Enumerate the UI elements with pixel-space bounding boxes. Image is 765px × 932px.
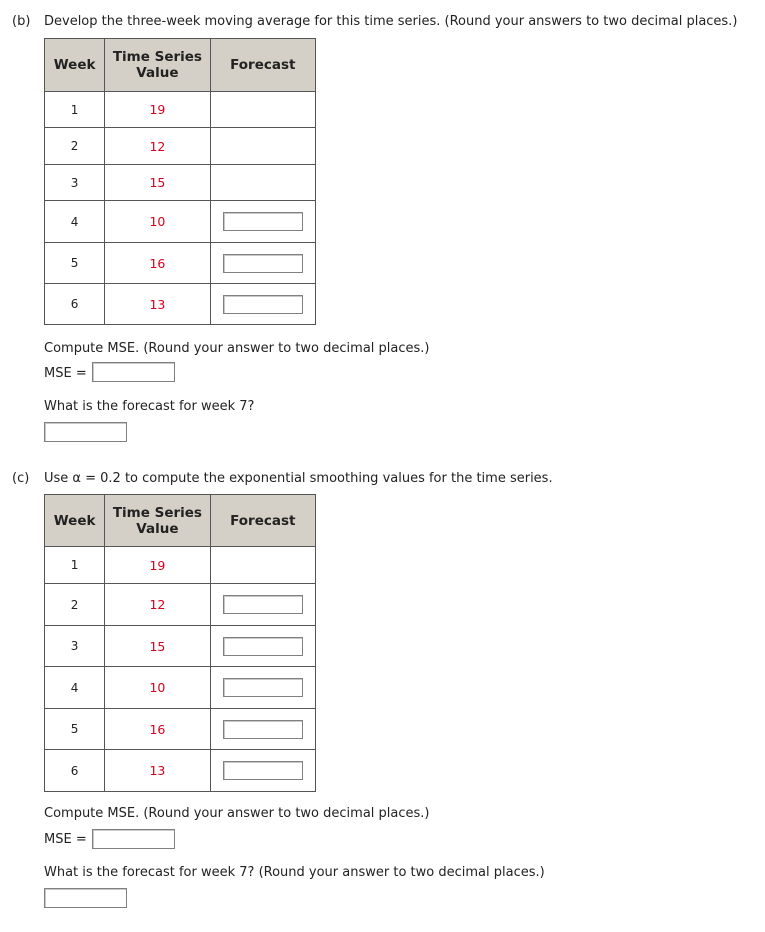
forecast-cell-empty [210, 165, 315, 201]
smoothing-input-week-5[interactable] [223, 720, 303, 739]
exponential-smoothing-table [44, 494, 316, 792]
forecast-cell [210, 667, 315, 709]
week-cell: 2 [45, 584, 105, 626]
forecast-cell [210, 201, 315, 243]
table-row [45, 92, 316, 128]
part-c-mse-label: MSE = [44, 832, 87, 847]
forecast-cell [210, 284, 315, 325]
part-b-week7-prompt: What is the forecast for week 7? [44, 399, 255, 414]
value-header-line1: Time Series [112, 504, 202, 521]
value-header [105, 39, 210, 92]
week-cell: 2 [45, 128, 105, 165]
table-row [45, 284, 316, 325]
week-cell: 1 [45, 547, 105, 584]
part-c-mse-input[interactable] [92, 829, 175, 849]
forecast-cell [210, 584, 315, 626]
value-cell: 19 [105, 92, 210, 128]
value-header [105, 495, 210, 547]
week-cell: 3 [45, 165, 105, 201]
value-cell: 15 [105, 165, 210, 201]
part-b-mse-input[interactable] [92, 362, 175, 382]
table-row [45, 667, 316, 709]
smoothing-input-week-2[interactable] [223, 595, 303, 614]
table-row [45, 626, 316, 667]
part-b-instruction: Develop the three-week moving average for this time series. (Round your answers to two decimal places.) [44, 14, 738, 29]
forecast-header: Forecast [210, 39, 315, 92]
value-cell: 13 [105, 284, 210, 325]
week-header: Week [45, 495, 105, 547]
value-cell: 16 [105, 709, 210, 750]
week-cell: 5 [45, 243, 105, 284]
value-cell: 16 [105, 243, 210, 284]
forecast-cell-empty [210, 92, 315, 128]
value-cell: 13 [105, 750, 210, 792]
part-c-week7-input[interactable] [44, 888, 127, 908]
forecast-cell-empty [210, 128, 315, 165]
week-cell: 5 [45, 709, 105, 750]
forecast-input-week-5[interactable] [223, 254, 303, 273]
moving-average-table [44, 38, 316, 325]
value-cell: 12 [105, 584, 210, 626]
table-row [45, 750, 316, 792]
part-b-mse-prompt: Compute MSE. (Round your answer to two decimal places.) [44, 341, 430, 356]
smoothing-input-week-3[interactable] [223, 637, 303, 656]
value-header-line2: Value [136, 65, 179, 81]
value-cell: 10 [105, 667, 210, 709]
week-cell: 4 [45, 201, 105, 243]
smoothing-input-week-4[interactable] [223, 678, 303, 697]
value-header-line2: Value [136, 520, 179, 537]
table-row [45, 201, 316, 243]
week-cell: 3 [45, 626, 105, 667]
value-cell: 10 [105, 201, 210, 243]
forecast-input-week-4[interactable] [223, 212, 303, 231]
part-b-week7-input[interactable] [44, 422, 127, 442]
part-c-week7-prompt: What is the forecast for week 7? (Round your answer to two decimal places.) [44, 865, 545, 880]
forecast-cell-empty [210, 547, 315, 584]
smoothing-input-week-6[interactable] [223, 761, 303, 780]
week-header: Week [45, 39, 105, 92]
forecast-cell [210, 709, 315, 750]
table-row [45, 243, 316, 284]
value-cell: 19 [105, 547, 210, 584]
table-row [45, 547, 316, 584]
table-row [45, 584, 316, 626]
week-cell: 4 [45, 667, 105, 709]
part-b-mse-label: MSE = [44, 366, 87, 381]
part-c-mse-prompt: Compute MSE. (Round your answer to two decimal places.) [44, 806, 430, 821]
week-cell: 6 [45, 750, 105, 792]
value-header-line1: Time Series [112, 49, 202, 65]
value-cell: 12 [105, 128, 210, 165]
forecast-cell [210, 626, 315, 667]
forecast-cell [210, 750, 315, 792]
week-cell: 1 [45, 92, 105, 128]
table-header-row [45, 495, 316, 547]
forecast-input-week-6[interactable] [223, 295, 303, 314]
table-row [45, 709, 316, 750]
forecast-cell [210, 243, 315, 284]
table-row [45, 128, 316, 165]
part-c-instruction: Use α = 0.2 to compute the exponential smoothing values for the time series. [44, 471, 553, 486]
table-row [45, 165, 316, 201]
value-cell: 15 [105, 626, 210, 667]
week-cell: 6 [45, 284, 105, 325]
forecast-header: Forecast [210, 495, 315, 547]
part-c-label: (c) [12, 471, 30, 486]
part-b-label: (b) [12, 14, 31, 29]
table-header-row [45, 39, 316, 92]
